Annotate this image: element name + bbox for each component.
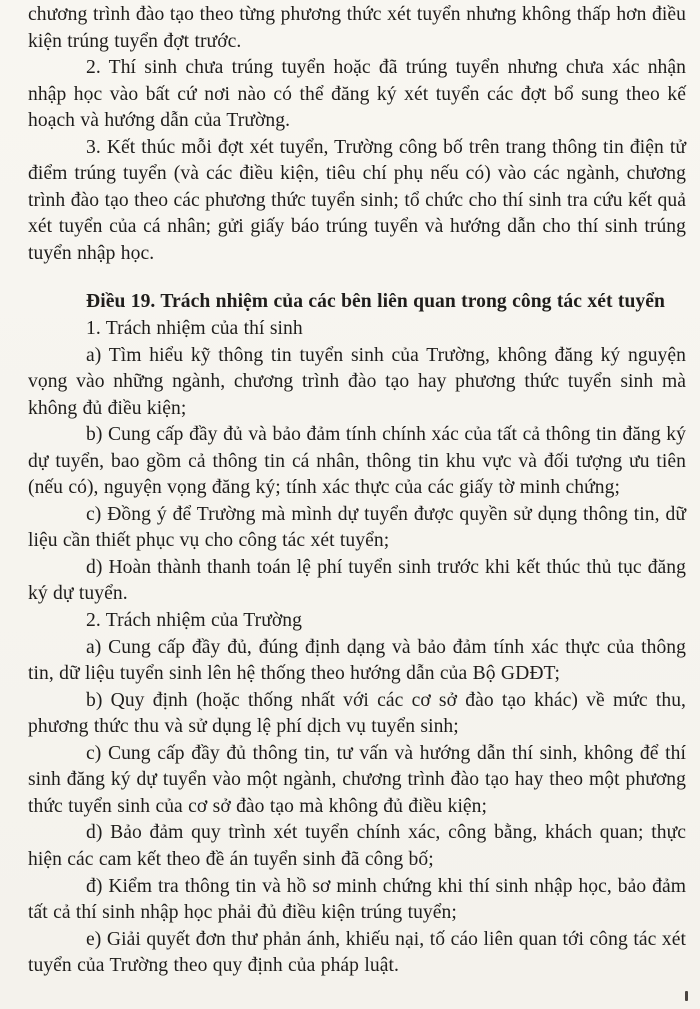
candidate-duty-item: d) Hoàn thành thanh toán lệ phí tuyển sinh trước khi kết thúc thủ tục đăng ký dự tuyển.	[28, 556, 686, 605]
section-title-candidate-duties: 1. Trách nhiệm của thí sinh	[86, 318, 303, 340]
school-duty-item: b) Quy định (hoặc thống nhất với các cơ sở đào tạo khác) về mức thu, phương thức thu và sử dụng lệ phí dịch vụ tuyển sinh;	[28, 689, 686, 738]
school-duty-item: a) Cung cấp đầy đủ, đúng định dạng và bảo đảm tính xác thực của thông tin, dữ liệu tuyển sinh lên hệ thống theo hướng dẫn của Bộ GDĐT;	[28, 636, 686, 685]
school-duty-item: c) Cung cấp đầy đủ thông tin, tư vấn và hướng dẫn thí sinh, không để thí sinh đăng ký dự tuyển vào một ngành, chương trình đào tạo hay theo một phương thức tuyển sinh của cơ sở đào tạo mà không đủ điều kiện;	[28, 742, 686, 817]
paragraph-clause-3: 3. Kết thúc mỗi đợt xét tuyển, Trường công bố trên trang thông tin điện tử điểm trúng tuyển (và các điều kiện, tiêu chí phụ nếu có) vào các ngành, chương trình đào tạo theo các phương thức tuyển sinh; tổ chức cho thí sinh tra cứu kết quả xét tuyển của cá nhân; gửi giấy báo trúng tuyển và hướng dẫn cho thí sinh trúng tuyển nhập học.	[28, 136, 686, 264]
school-duty-item: d) Bảo đảm quy trình xét tuyển chính xác, công bằng, khách quan; thực hiện các cam kết theo đề án tuyển sinh đã công bố;	[28, 822, 686, 870]
paragraph-clause-2: 2. Thí sinh chưa trúng tuyển hoặc đã trúng tuyển nhưng chưa xác nhận nhập học vào bất cứ nơi nào có thể đăng ký xét tuyển các đợt bổ sung theo kế hoạch và hướng dẫn của Trường.	[28, 57, 686, 132]
candidate-duty-item: c) Đồng ý để Trường mà mình dự tuyển được quyền sử dụng thông tin, dữ liệu cần thiết phục vụ cho công tác xét tuyển;	[28, 503, 686, 552]
school-duty-item: e) Giải quyết đơn thư phản ánh, khiếu nại, tố cáo liên quan tới công tác xét tuyển của Trường theo quy định của pháp luật.	[28, 928, 686, 977]
candidate-duty-item: a) Tìm hiểu kỹ thông tin tuyển sinh của Trường, không đăng ký nguyện vọng vào những ngành, chương trình đào tạo hay phương thức tuyển sinh mà không đủ điều kiện;	[28, 344, 686, 419]
paragraph-continuation: chương trình đào tạo theo từng phương thức xét tuyển nhưng không thấp hơn điều kiện trúng tuyển đợt trước.	[28, 4, 686, 52]
section-title-school-duties: 2. Trách nhiệm của Trường	[86, 610, 302, 632]
candidate-duty-item: b) Cung cấp đầy đủ và bảo đảm tính chính xác của tất cả thông tin đăng ký dự tuyển, bao gồm cả thông tin cá nhân, thông tin khu vực và đối tượng ưu tiên (nếu có), nguyện vọng đăng ký; tính xác thực của các giấy tờ minh chứng;	[28, 424, 686, 499]
article-heading: Điều 19. Trách nhiệm của các bên liên quan trong công tác xét tuyển	[86, 291, 665, 313]
school-duty-item: đ) Kiểm tra thông tin và hồ sơ minh chứng khi thí sinh nhập học, bảo đảm tất cả thí sinh nhập học phải đủ điều kiện trúng tuyển;	[28, 875, 686, 924]
document-body	[28, 2, 686, 980]
page-edge-mark	[685, 991, 688, 1001]
